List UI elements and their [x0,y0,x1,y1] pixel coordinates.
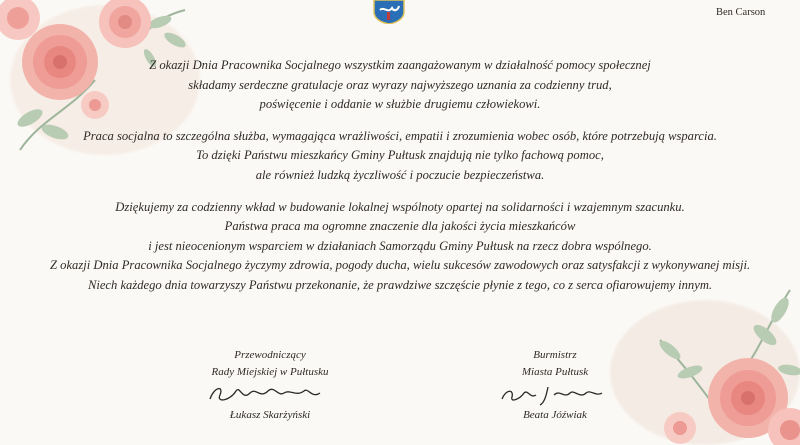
signatory-title: Przewodniczący [234,349,306,361]
signatory-institution: Miasta Pułtusk [521,366,589,378]
handwritten-signature [180,381,360,407]
text-line: Z okazji Dnia Pracownika Socjalnego życzymy zdrowia, pogody ducha, wielu sukcesów zawodowych oraz satysfakcji z wykonywanej misji. [50,258,751,273]
signatory-title: Burmistrz [533,349,577,361]
text-line: Państwa praca ma ogromne znaczenie dla jakości życia mieszkańców [224,219,576,234]
signature-block-mayor [470,347,640,424]
paragraph-1 [50,56,750,115]
text-line: poświęcenie i oddanie w służbie drugiemu człowiekowi. [259,97,541,112]
signatory-name: Łukasz Skarżyński [229,409,311,421]
handwritten-signature [470,381,640,407]
text-line: składamy serdeczne gratulacje oraz wyrazy najwyższego uznania za codzienny trud, [188,77,612,92]
text-line: Niech każdego dnia towarzyszy Państwu przekonanie, że prawdziwe szczęście płynie z tego, co z serca ofiarowujemy innym. [87,277,713,292]
paragraph-2 [50,127,750,186]
text-line: Praca socjalna to szczególna służba, wymagająca wrażliwości, empatii i zrozumienia wobec osób, które potrzebują wsparcia. [83,128,717,143]
pultusk-coat-of-arms-icon [372,0,406,24]
text-line: ale również ludzką życzliwość i poczucie bezpieczeństwa. [255,167,545,182]
quote-attribution [716,5,794,18]
signatory-name: Beata Jóźwiak [523,409,587,421]
text-line: Z okazji Dnia Pracownika Socjalnego wszystkim zaangażowanym w działalność pomocy społecznej [149,58,651,72]
greeting-body [50,56,750,308]
quote-author-name: Ben Carson [716,7,766,18]
paragraph-3 [50,198,750,296]
text-line: To dzięki Państwu mieszkańcy Gminy Pułtusk znajdują nie tylko fachową pomoc, [196,148,604,163]
text-line: Dziękujemy za codzienny wkład w budowanie lokalnej wspólnoty opartej na solidarności i wzajemnym szacunku. [115,199,685,214]
signatory-institution: Rady Miejskiej w Pułtusku [211,366,329,378]
text-line: i jest nieocenionym wsparciem w działaniach Samorządu Gminy Pułtusk na rzecz dobra wspólnego. [148,238,652,253]
signature-block-council-chair [180,347,360,424]
